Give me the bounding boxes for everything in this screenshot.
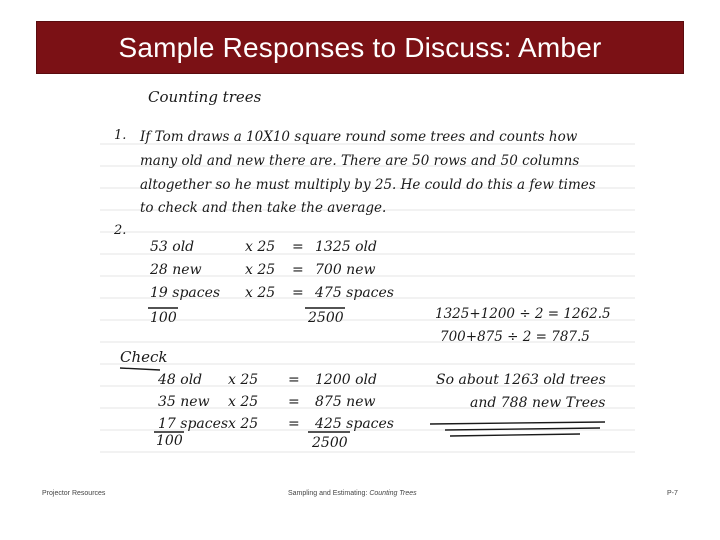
check-row-1-result: 1200 old [315,372,377,388]
check-total-trees: 2500 [312,435,348,451]
check-row-3-equals: = [288,416,300,432]
calc-row-2-multiplier: x 25 [245,262,276,278]
calc-row-3-result: 475 spaces [315,285,394,301]
title-bar [36,21,684,74]
check-label: Check [120,348,168,366]
footer-center-title: Counting Trees [369,490,417,497]
calc-row-2-count: 28 new [150,262,202,278]
conclusion-line-2: and 788 new Trees [470,395,606,411]
calc-row-2-equals: = [292,262,304,278]
average-new: 700+875 ÷ 2 = 787.5 [440,329,590,345]
slide-title: Sample Responses to Discuss: Amber [118,31,602,63]
conclusion-line-1: So about 1263 old trees [436,372,606,388]
calc-total-trees: 2500 [308,310,344,326]
footer-left: Projector Resources [42,490,106,497]
calc-row-1-equals: = [292,239,304,255]
q1-line-3: altogether so he must multiply by 25. He could do this a few times [140,177,596,193]
q1-line-1: If Tom draws a 10X10 square round some trees and counts how [140,129,578,145]
student-work-scan [100,84,635,464]
check-row-1-equals: = [288,372,300,388]
check-row-2-equals: = [288,394,300,410]
calc-row-1-count: 53 old [150,239,195,255]
footer-center-prefix: Sampling and Estimating: [288,490,370,497]
calc-row-1-multiplier: x 25 [245,239,276,255]
average-old: 1325+1200 ÷ 2 = 1262.5 [435,306,611,322]
calc-row-1-result: 1325 old [315,239,377,255]
page-number: P-7 [667,490,678,497]
check-row-2-result: 875 new [315,394,376,410]
footer-center [288,490,417,497]
check-row-2-count: 35 new [158,394,210,410]
calc-row-3-count: 19 spaces [150,285,221,301]
check-row-1-count: 48 old [158,372,203,388]
check-row-3-result: 425 spaces [315,416,394,432]
calc-row-2-result: 700 new [315,262,376,278]
work-heading: Counting trees [148,88,262,106]
check-row-3-multiplier: x 25 [228,416,259,432]
q1-line-4: to check and then take the average. [140,200,387,216]
check-row-1-multiplier: x 25 [228,372,259,388]
check-total-squares: 100 [156,433,183,449]
q1-line-2: many old and new there are. There are 50 rows and 50 columns [140,153,580,169]
question-2-number: 2. [114,223,127,238]
check-row-3-count: 17 spaces [158,416,229,432]
check-row-2-multiplier: x 25 [228,394,259,410]
calc-row-3-multiplier: x 25 [245,285,276,301]
calc-total-squares: 100 [150,310,177,326]
question-1-number: 1. [114,128,127,143]
calc-row-3-equals: = [292,285,304,301]
